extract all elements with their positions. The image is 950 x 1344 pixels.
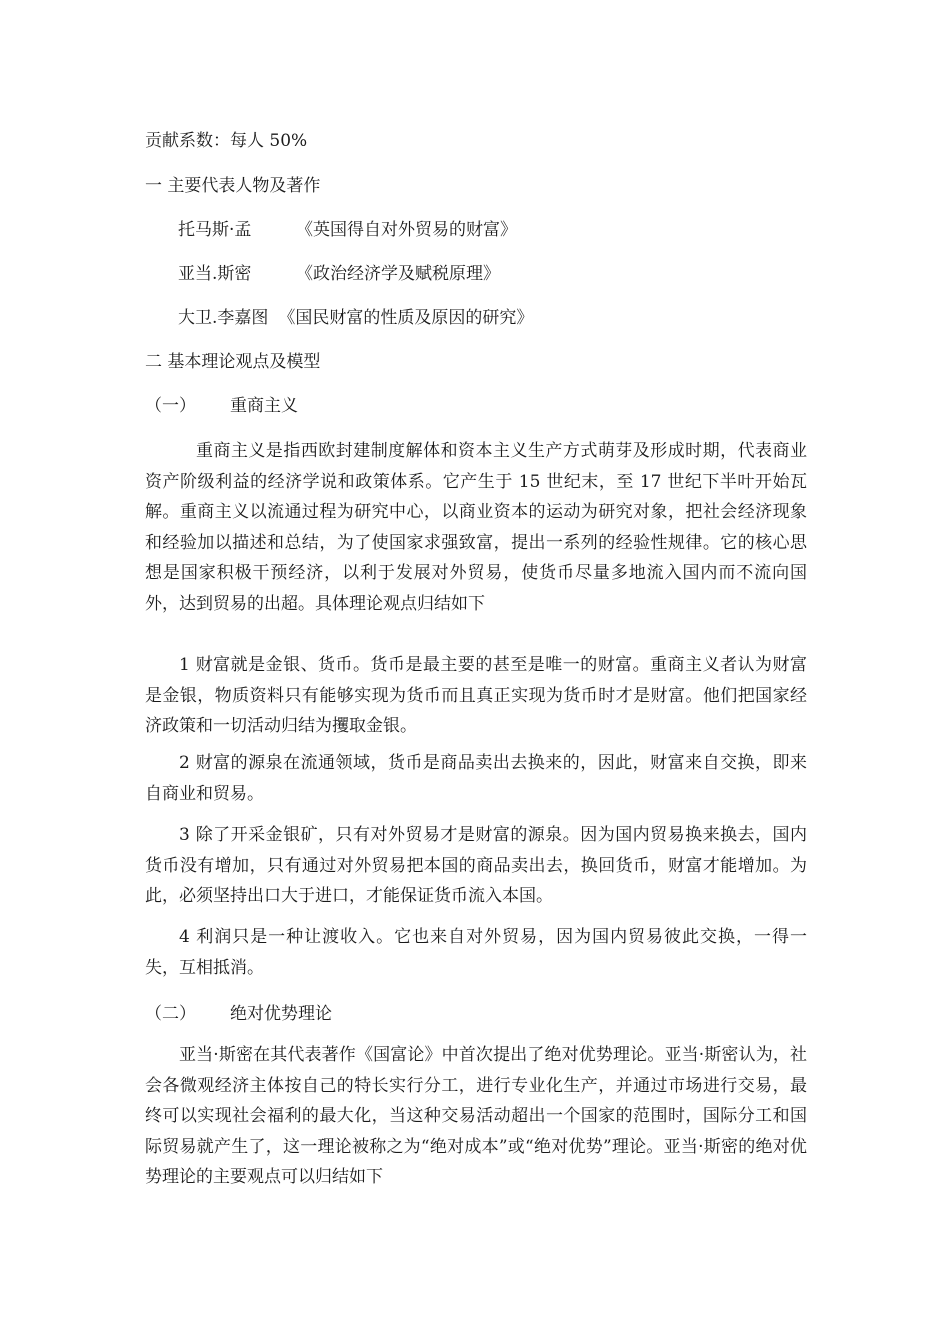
subsection-number: （一） bbox=[145, 396, 196, 416]
paragraph-point-4: 4 利润只是一种让渡收入。它也来自对外贸易，因为国内贸易彼此交换，一得一失，互相抵消。 bbox=[145, 927, 807, 978]
section1-heading: 一 主要代表人物及著作 bbox=[145, 176, 321, 196]
subsection-title: 绝对优势理论 bbox=[230, 1004, 332, 1024]
reference-work: 《政治经济学及赋税原理》 bbox=[296, 264, 500, 284]
reference-author: 亚当.斯密 bbox=[178, 264, 252, 284]
paragraph-point-1: 1 财富就是金银、货币。货币是最主要的甚至是唯一的财富。重商主义者认为财富是金银，物质资料只有能够实现为货币而且真正实现为货币时才是财富。他们把国家经济政策和一切活动归结为攫取金银。 bbox=[145, 655, 807, 736]
subsection-number: （二） bbox=[145, 1004, 196, 1024]
reference-item bbox=[178, 215, 517, 240]
reference-item bbox=[178, 303, 533, 328]
paragraph-absolute-advantage-intro: 亚当·斯密在其代表著作《国富论》中首次提出了绝对优势理论。亚当·斯密认为，社会各微观经济主体按自己的特长实行分工，进行专业化生产，并通过市场进行交易，最终可以实现社会福利的最大化，当这种交易活动超出一个国家的范围时，国际分工和国际贸易就产生了，这一理论被称之为“绝对成本”或“绝对优势”理论。亚当·斯密的绝对优势理论的主要观点可以归结如下 bbox=[145, 1045, 807, 1187]
subsection2-heading bbox=[145, 999, 332, 1024]
subsection-title: 重商主义 bbox=[230, 396, 298, 416]
paragraph-point-3: 3 除了开采金银矿，只有对外贸易才是财富的源泉。因为国内贸易换来换去，国内货币没有增加，只有通过对外贸易把本国的商品卖出去，换回货币，财富才能增加。为此，必须坚持出口大于进口，才能保证货币流入本国。 bbox=[145, 825, 807, 906]
reference-work: 《英国得自对外贸易的财富》 bbox=[296, 220, 517, 240]
contribution-line: 贡献系数：每人 50% bbox=[145, 131, 308, 151]
subsection1-heading bbox=[145, 391, 298, 416]
paragraph-point-2: 2 财富的源泉在流通领域，货币是商品卖出去换来的，因此，财富来自交换，即来自商业和贸易。 bbox=[145, 753, 807, 804]
reference-item bbox=[178, 259, 500, 284]
section2-heading: 二 基本理论观点及模型 bbox=[145, 352, 321, 372]
paragraph-mercantilism-intro: 重商主义是指西欧封建制度解体和资本主义生产方式萌芽及形成时期，代表商业资产阶级利益的经济学说和政策体系。它产生于 15 世纪末，至 17 世纪下半叶开始瓦解。重商主义以流通过程为研究中心，以商业资本的运动为研究对象，把社会经济现象和经验加以描述和总结，为了使国家求强致富，提出一系列的经验性规律。它的核心思想是国家积极干预经济，以利于发展对外贸易，使货币尽量多地流入国内而不流向国外，达到贸易的出超。具体理论观点归结如下 bbox=[145, 441, 807, 614]
reference-author: 大卫.李嘉图 bbox=[178, 308, 269, 328]
reference-author: 托马斯·孟 bbox=[178, 220, 252, 240]
reference-work: 《国民财富的性质及原因的研究》 bbox=[278, 308, 534, 328]
